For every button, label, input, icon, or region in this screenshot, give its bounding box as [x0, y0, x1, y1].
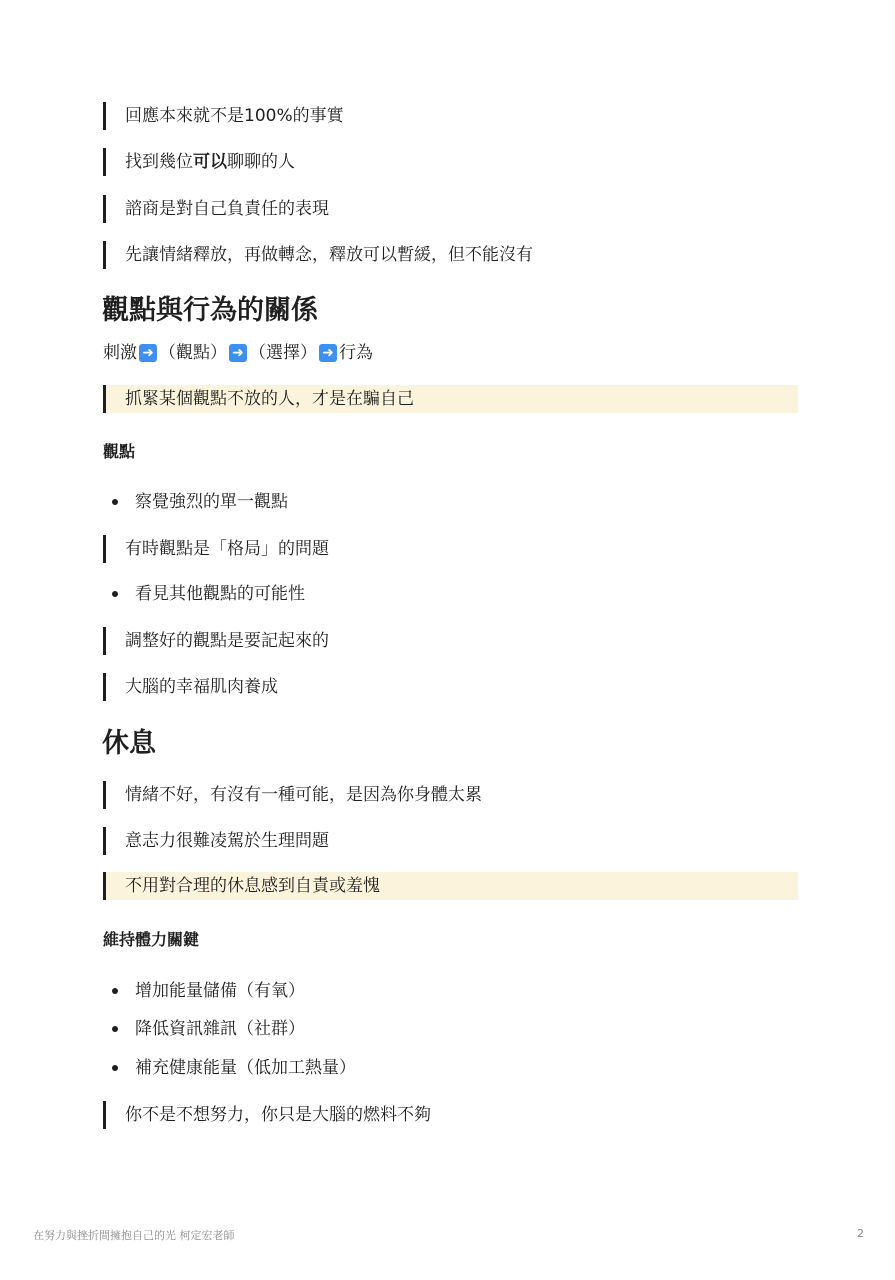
highlight-quote-grasp: 抓緊某個觀點不放的人，才是在騙自己	[103, 385, 798, 413]
quote-willpower: 意志力很難凌駕於生理問題	[103, 827, 798, 855]
flow-line	[103, 339, 373, 367]
page-number: 2	[857, 1227, 864, 1240]
list-item-text: 看見其他觀點的可能性	[135, 584, 305, 604]
arrow-right-icon: ➜	[319, 344, 337, 362]
list-item	[112, 580, 305, 608]
quote-remember: 調整好的觀點是要記起來的	[103, 627, 798, 655]
list-item-text: 降低資訊雜訊（社群）	[135, 1019, 305, 1039]
bullet-dot	[112, 1065, 118, 1071]
quote-release: 先讓情緒釋放，再做轉念，釋放可以暫緩，但不能沒有	[103, 241, 798, 269]
quote-find-people	[103, 148, 798, 176]
quote-fuel: 你不是不想努力，你只是大腦的燃料不夠	[103, 1101, 798, 1129]
list-item	[112, 488, 288, 516]
flow-behavior: 行為	[339, 343, 373, 363]
list-item	[112, 1054, 356, 1082]
quote-text-post: 聊聊的人	[227, 152, 295, 172]
list-item-text: 察覺強烈的單一觀點	[135, 492, 288, 512]
arrow-right-icon: ➜	[139, 344, 157, 362]
quote-text-bold: 可以	[193, 152, 227, 172]
heading-rest: 休息	[102, 728, 156, 759]
highlight-quote-rest: 不用對合理的休息感到自責或羞愧	[103, 872, 798, 900]
list-item-text: 增加能量儲備（有氧）	[135, 981, 305, 1001]
bullet-dot	[112, 988, 118, 994]
quote-counseling: 諮商是對自己負責任的表現	[103, 195, 798, 223]
quote-tired: 情緒不好，有沒有一種可能，是因為你身體太累	[103, 781, 798, 809]
bullet-dot	[112, 591, 118, 597]
quote-response: 回應本來就不是100%的事實	[103, 102, 798, 130]
quote-happiness-muscle: 大腦的幸福肌肉養成	[103, 673, 798, 701]
bullet-dot	[112, 1026, 118, 1032]
list-item	[112, 977, 305, 1005]
quote-pattern: 有時觀點是「格局」的問題	[103, 535, 798, 563]
bullet-dot	[112, 499, 118, 505]
arrow-right-icon: ➜	[229, 344, 247, 362]
footer-title: 在努力與挫折間擁抱自己的光 柯定宏老師	[33, 1229, 235, 1242]
subheading-stamina: 維持體力關鍵	[103, 930, 200, 949]
list-item-text: 補充健康能量（低加工熱量）	[135, 1058, 356, 1078]
subheading-view: 觀點	[103, 442, 136, 461]
flow-view: （觀點）	[159, 343, 227, 363]
quote-text-pre: 找到幾位	[125, 152, 193, 172]
flow-stimulus: 刺激	[103, 343, 137, 363]
heading-view-behavior: 觀點與行為的關係	[102, 295, 318, 326]
flow-choice: （選擇）	[249, 343, 317, 363]
list-item	[112, 1015, 305, 1043]
